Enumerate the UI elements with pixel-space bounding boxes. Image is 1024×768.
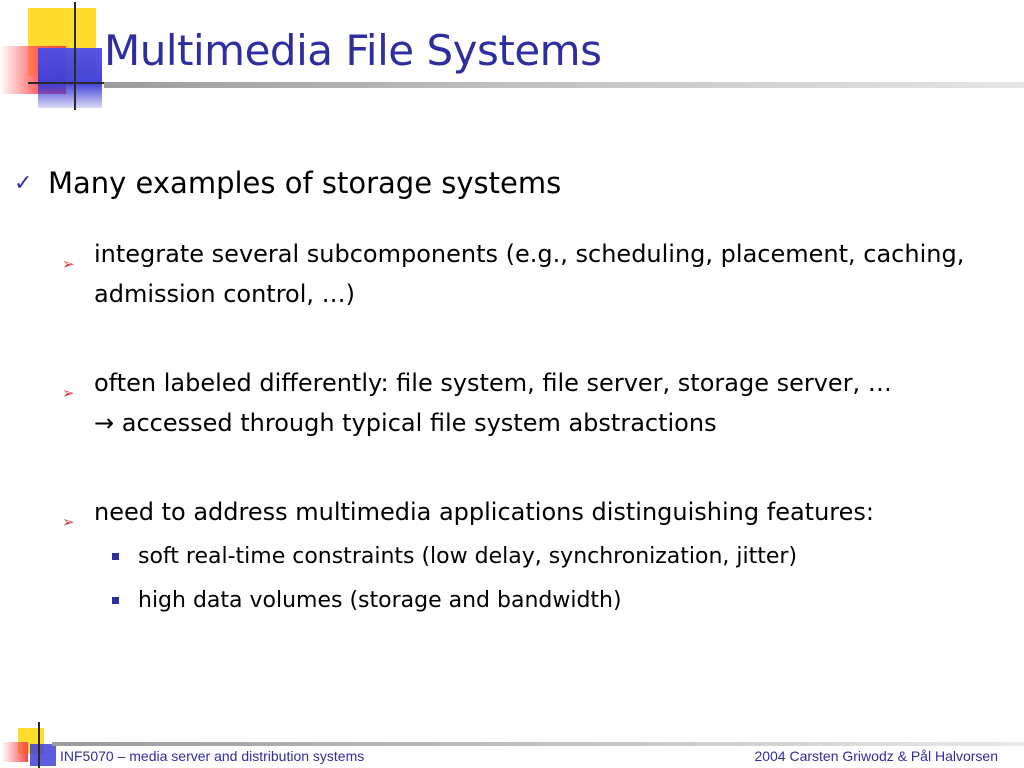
square-bullet-icon	[112, 597, 119, 604]
arrowhead-icon: ➢	[62, 384, 75, 402]
footer-authors: 2004 Carsten Griwodz & Pål Halvorsen	[754, 748, 998, 764]
bullet-text	[94, 363, 1014, 443]
bullet-text	[94, 234, 1014, 314]
bullet-line: need to address multimedia applications distinguishing features:	[94, 498, 874, 526]
bullet-line-text: accessed through typical file system abstractions	[121, 409, 717, 437]
bullet-line	[94, 403, 1014, 443]
slide-title: Multimedia File Systems	[104, 26, 602, 75]
footer-divider	[52, 742, 1024, 746]
main-point-text: Many examples of storage systems	[48, 166, 562, 200]
arrowhead-icon: ➢	[62, 513, 75, 531]
right-arrow-icon: →	[94, 409, 115, 437]
bullet-text	[94, 492, 1014, 532]
footer-course: INF5070 – media server and distribution systems	[60, 748, 365, 764]
arrowhead-icon: ➢	[62, 255, 75, 273]
square-bullet-icon	[112, 553, 119, 560]
checkmark-icon: ✓	[14, 171, 33, 196]
bullet-line: integrate several subcomponents (e.g., scheduling, placement, caching,	[94, 240, 965, 268]
bullet-line: admission control, …)	[94, 280, 355, 308]
sub-bullet-text: high data volumes (storage and bandwidth)	[138, 588, 622, 613]
bullet-line: often labeled differently: file system, file server, storage server, …	[94, 369, 892, 397]
sub-bullet-text: soft real-time constraints (low delay, synchronization, jitter)	[138, 544, 798, 569]
